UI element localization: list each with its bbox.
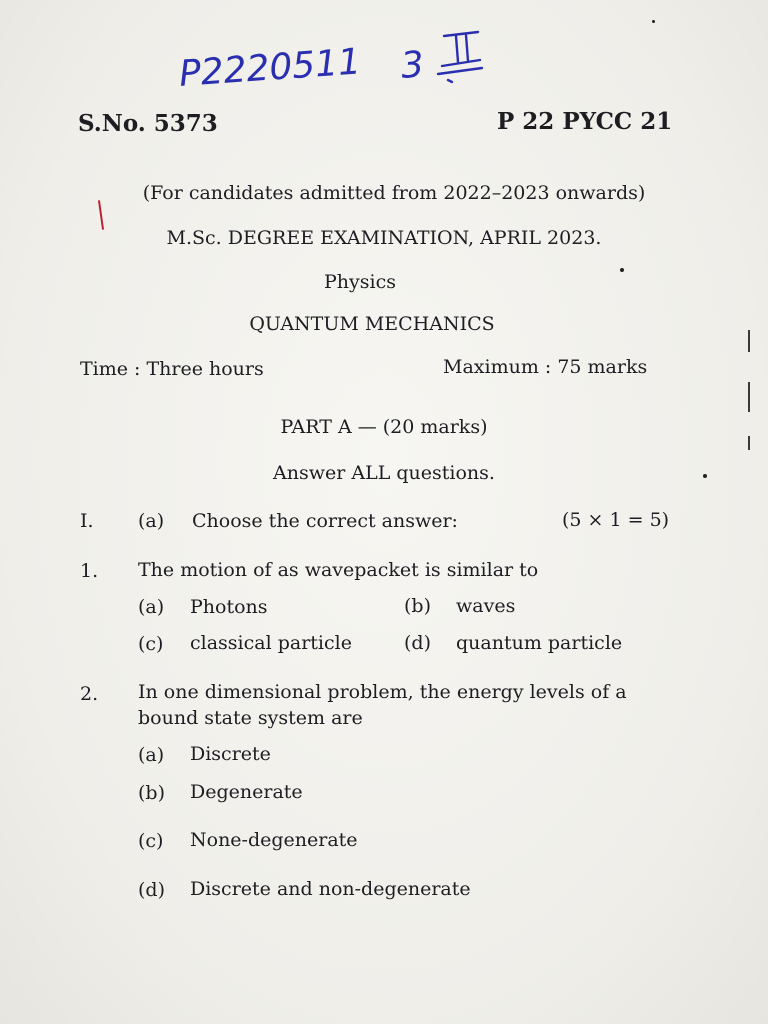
question-text-continued: bound state system are [138, 707, 363, 729]
handwritten-ink [176, 28, 496, 118]
question-text: In one dimensional problem, the energy levels of a [138, 681, 627, 703]
option-label: (c) [138, 633, 164, 655]
option-label: (d) [404, 632, 431, 654]
maximum-marks: Maximum : 75 marks [443, 356, 648, 378]
option-text: None-degenerate [190, 829, 358, 851]
question-number: 2. [80, 683, 99, 705]
option-text: Discrete and non-degenerate [190, 878, 471, 900]
subject-name: Physics [324, 271, 396, 293]
section-marks: (5 × 1 = 5) [562, 509, 670, 531]
serial-number: S.No. 5373 [78, 110, 218, 137]
paper-code: P 22 PYCC 21 [497, 108, 673, 135]
scan-edge-mark [748, 436, 750, 450]
option-label: (b) [404, 595, 431, 617]
option-label: (c) [138, 830, 164, 852]
pen-mark [98, 200, 104, 230]
section-sub-label: (a) [138, 510, 165, 532]
option-text: Degenerate [190, 781, 303, 803]
scan-edge-mark [748, 382, 750, 412]
scan-edge-mark [748, 330, 750, 352]
scan-speck [620, 268, 624, 272]
handwritten-code: P2220511 [177, 41, 363, 95]
option-text: Photons [190, 596, 268, 618]
handwritten-roman-numeral [438, 32, 482, 82]
option-text: quantum particle [456, 632, 623, 654]
question-number: 1. [80, 560, 99, 582]
question-text: The motion of as wavepacket is similar to [138, 559, 539, 581]
exam-title: M.Sc. DEGREE EXAMINATION, APRIL 2023. [166, 227, 602, 249]
option-text: Discrete [190, 743, 271, 765]
time-allowed: Time : Three hours [80, 358, 264, 380]
section-instruction: Choose the correct answer: [192, 510, 458, 532]
option-text: waves [456, 595, 516, 617]
option-label: (a) [138, 744, 165, 766]
option-label: (b) [138, 782, 165, 804]
option-label: (a) [138, 596, 165, 618]
handwritten-annotation [176, 28, 496, 118]
option-text: classical particle [190, 632, 352, 654]
part-heading: PART A — (20 marks) [280, 416, 488, 438]
scan-speck [703, 474, 707, 478]
scan-speck [652, 20, 655, 23]
paper-title: QUANTUM MECHANICS [249, 313, 495, 335]
part-instruction: Answer ALL questions. [273, 462, 495, 484]
admission-note: (For candidates admitted from 2022–2023 onwards) [142, 182, 646, 204]
handwritten-digit: 3 [399, 44, 426, 87]
section-roman-number: I. [80, 510, 94, 532]
option-label: (d) [138, 879, 165, 901]
